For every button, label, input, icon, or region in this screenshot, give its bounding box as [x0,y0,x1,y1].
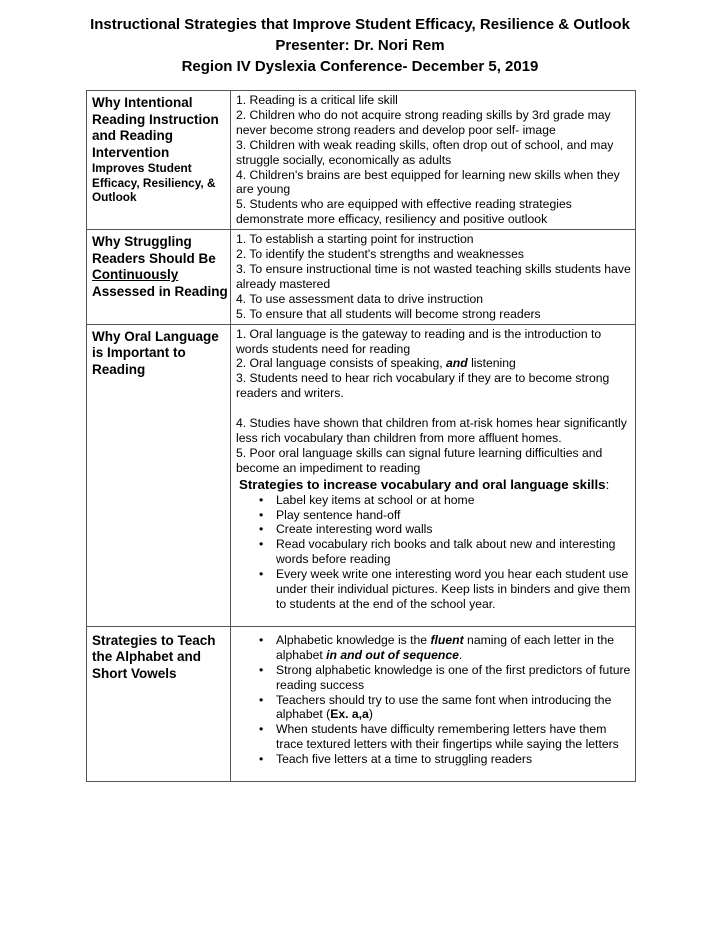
list-item: 4. Studies have shown that children from at-risk homes hear significantly less rich vocabulary than children from more affluent homes. [236,416,627,445]
row-heading-part: Why Struggling Readers Should Be [92,234,216,266]
list-item: 2. Children who do not acquire strong reading skills by 3rd grade may never become strong readers and develop poor self- image [236,107,611,137]
alphabet-strategies-list [236,633,632,767]
list-item: 2. Oral language consists of speaking, and listening [236,356,516,371]
list-item: 5. Students who are equipped with effective reading strategies demonstrate more efficacy, resiliency and positive outlook [236,197,572,227]
strategies-list [236,493,632,612]
list-item: • Every week write one interesting word you hear each student use under their individual pictures. Keep lists in binders and give them to students at the end of the school year. [236,567,632,612]
list-item: • Create interesting word walls [236,522,632,537]
list-item: 3. Students need to hear rich vocabulary if they are to become strong readers and writers. [236,371,610,401]
list-item: • Teachers should try to use the same font when introducing the alphabet (Ex. a,a) [236,693,632,723]
presenter-line: Presenter: Dr. Nori Rem [275,37,445,54]
row-content [231,626,636,781]
row-heading [87,230,231,324]
spacer [236,401,632,416]
table-row [87,324,636,626]
row-heading-underlined: Continuously [92,267,179,283]
list-item: • Read vocabulary rich books and talk about new and interesting words before reading [236,537,632,567]
document-title: Instructional Strategies that Improve Student Efficacy, Resilience & Outlook [90,16,630,33]
row-content [231,91,636,230]
row-heading-small: Improves Student Efficacy, Resiliency, & Outlook [92,161,216,204]
strategies-heading: Strategies to increase vocabulary and oral language skills: [239,476,610,492]
list-item: 4. Children's brains are best equipped for learning new skills when they are young [236,167,620,197]
list-item: • Strong alphabetic knowledge is one of the first predictors of future reading success [236,663,632,693]
emphasis-text: and [446,356,468,371]
conference-line: Region IV Dyslexia Conference- December 5, 2019 [181,58,539,75]
list-item: • Teach five letters at a time to struggling readers [236,752,632,767]
row-content [231,324,636,626]
document-header [0,14,720,77]
row-heading [87,626,231,781]
list-item: 1. To establish a starting point for instruction [236,232,474,247]
list-item: 4. To use assessment data to drive instruction [236,291,484,306]
row-heading [87,324,231,626]
row-heading-part: Assessed in Reading [92,283,228,299]
table-row [87,91,636,230]
table-row [87,230,636,324]
list-item: 1. Oral language is the gateway to reading and is the introduction to words students need for reading [236,326,602,356]
list-item: • Play sentence hand-off [236,508,632,523]
list-item: • When students have difficulty remembering letters have them trace textured letters with their fingertips while saying the letters [236,722,632,752]
emphasis-text: fluent [430,632,464,647]
list-item: • Alphabetic knowledge is the fluent naming of each letter in the alphabet in and out of sequence. [236,633,632,663]
list-item: 2. To identify the student's strengths and weaknesses [236,247,525,262]
row-heading-main: Why Intentional Reading Instruction and Reading Intervention [92,95,219,160]
row-heading [87,91,231,230]
row-heading-main: Why Oral Language is Important to Reading [92,328,219,377]
list-item: 1. Reading is a critical life skill [236,93,398,107]
row-content [231,230,636,324]
row-heading-main: Strategies to Teach the Alphabet and Short Vowels [92,632,216,681]
list-item: 3. Children with weak reading skills, often drop out of school, and may struggle socially, economically as adults [236,137,614,167]
example-text: Ex. a,a [330,707,369,722]
table-row [87,626,636,781]
list-item: 3. To ensure instructional time is not wasted teaching skills students have already mastered [236,261,631,291]
list-item: • Label key items at school or at home [236,493,632,508]
strategies-table [86,90,636,782]
list-item: 5. To ensure that all students will become strong readers [236,306,541,321]
emphasis-text: in and out of sequence [326,647,459,662]
list-item: 5. Poor oral language skills can signal future learning difficulties and become an impediment to reading [236,445,603,475]
